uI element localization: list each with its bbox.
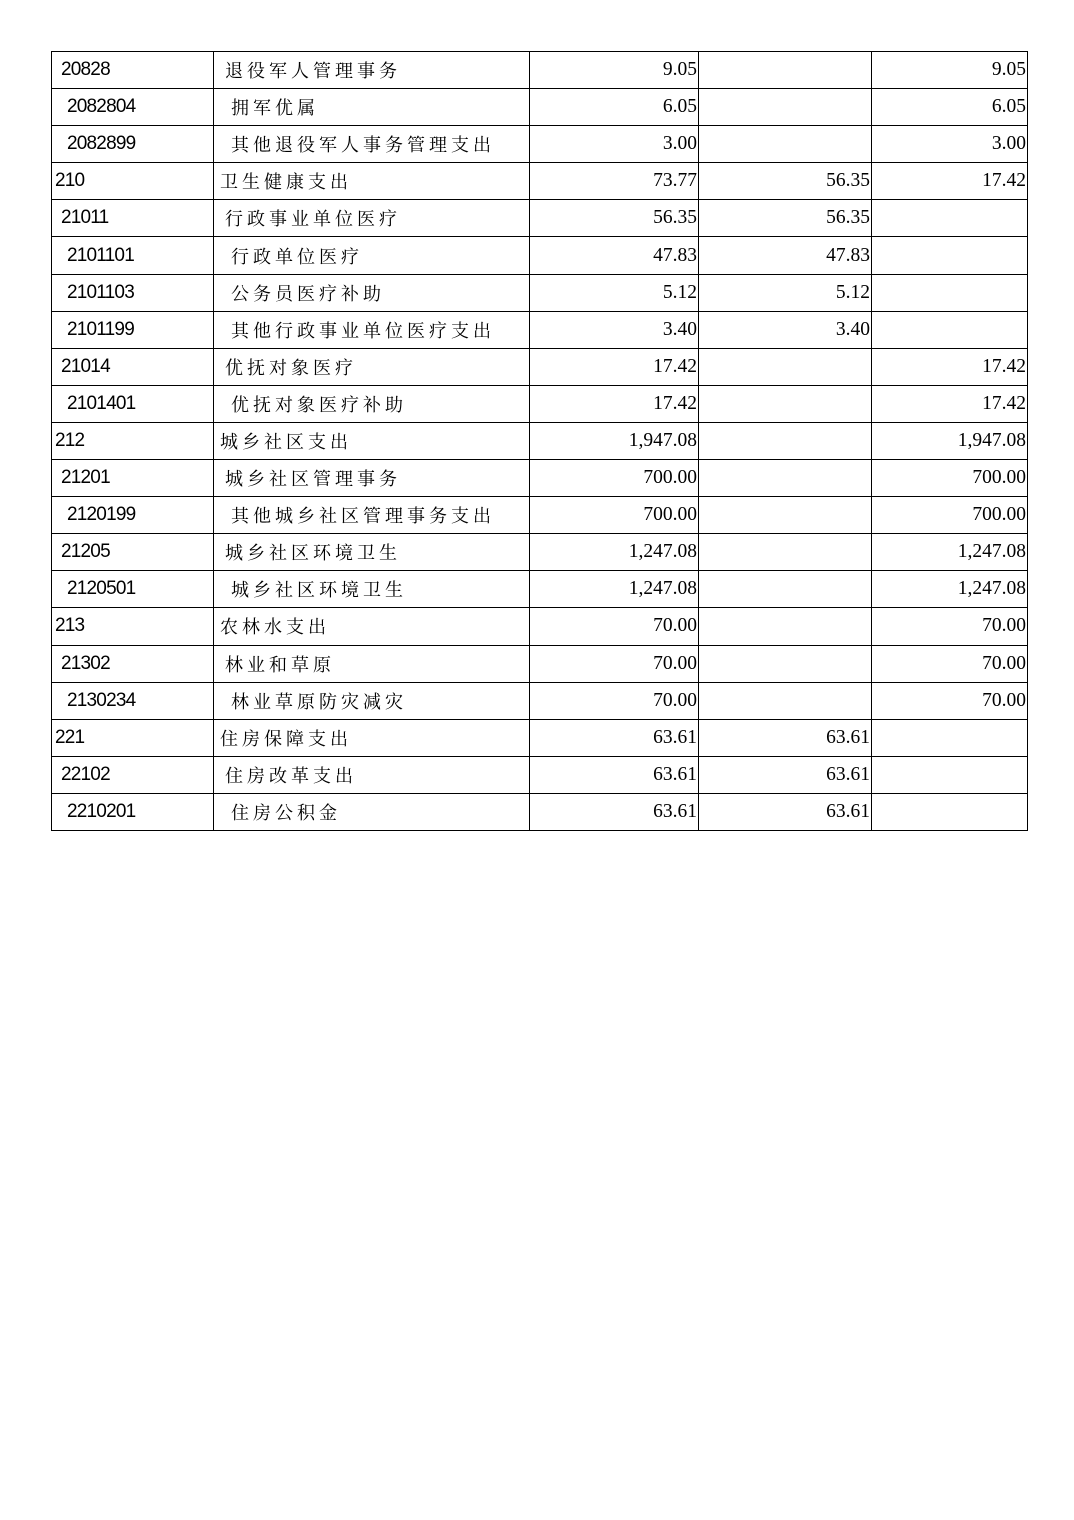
project-expenditure-cell: 3.00: [872, 126, 1028, 163]
basic-expenditure-cell: [699, 385, 872, 422]
project-expenditure-cell: 17.42: [872, 385, 1028, 422]
basic-expenditure-cell: [699, 348, 872, 385]
subject-name-cell: 城乡社区环境卫生: [214, 571, 530, 608]
total-amount-cell: 63.61: [530, 719, 699, 756]
project-expenditure-cell: [872, 756, 1028, 793]
subject-name-cell: 城乡社区支出: [214, 422, 530, 459]
project-expenditure-cell: [872, 311, 1028, 348]
subject-code-cell: 21011: [52, 200, 214, 237]
project-expenditure-cell: 70.00: [872, 645, 1028, 682]
total-amount-cell: 47.83: [530, 237, 699, 274]
total-amount-cell: 9.05: [530, 52, 699, 89]
subject-code-cell: 21302: [52, 645, 214, 682]
table-row: [52, 311, 1028, 348]
project-expenditure-cell: 700.00: [872, 497, 1028, 534]
basic-expenditure-cell: 63.61: [699, 719, 872, 756]
total-amount-cell: 1,247.08: [530, 534, 699, 571]
subject-name-cell: 行政单位医疗: [214, 237, 530, 274]
table-row: [52, 497, 1028, 534]
subject-code-cell: 21014: [52, 348, 214, 385]
project-expenditure-cell: [872, 237, 1028, 274]
subject-name-cell: 城乡社区管理事务: [214, 460, 530, 497]
subject-code-cell: 2120501: [52, 571, 214, 608]
project-expenditure-cell: 1,247.08: [872, 534, 1028, 571]
project-expenditure-cell: 700.00: [872, 460, 1028, 497]
subject-code-cell: 212: [52, 422, 214, 459]
subject-code-cell: 21201: [52, 460, 214, 497]
basic-expenditure-cell: 5.12: [699, 274, 872, 311]
subject-code-cell: 2101199: [52, 311, 214, 348]
total-amount-cell: 56.35: [530, 200, 699, 237]
basic-expenditure-cell: 3.40: [699, 311, 872, 348]
subject-code-cell: 213: [52, 608, 214, 645]
table-row: [52, 422, 1028, 459]
table-row: [52, 571, 1028, 608]
basic-expenditure-cell: [699, 89, 872, 126]
project-expenditure-cell: 17.42: [872, 348, 1028, 385]
total-amount-cell: 1,947.08: [530, 422, 699, 459]
budget-table-body: [52, 52, 1028, 831]
total-amount-cell: 700.00: [530, 497, 699, 534]
total-amount-cell: 17.42: [530, 348, 699, 385]
budget-table: [51, 51, 1028, 831]
table-row: [52, 534, 1028, 571]
table-row: [52, 608, 1028, 645]
project-expenditure-cell: [872, 793, 1028, 830]
subject-name-cell: 城乡社区环境卫生: [214, 534, 530, 571]
subject-name-cell: 公务员医疗补助: [214, 274, 530, 311]
basic-expenditure-cell: 47.83: [699, 237, 872, 274]
total-amount-cell: 6.05: [530, 89, 699, 126]
subject-code-cell: 2101401: [52, 385, 214, 422]
basic-expenditure-cell: [699, 534, 872, 571]
table-row: [52, 719, 1028, 756]
subject-name-cell: 林业和草原: [214, 645, 530, 682]
project-expenditure-cell: [872, 200, 1028, 237]
basic-expenditure-cell: [699, 497, 872, 534]
basic-expenditure-cell: 63.61: [699, 793, 872, 830]
basic-expenditure-cell: [699, 126, 872, 163]
table-row: [52, 756, 1028, 793]
subject-code-cell: 22102: [52, 756, 214, 793]
subject-name-cell: 卫生健康支出: [214, 163, 530, 200]
project-expenditure-cell: 70.00: [872, 608, 1028, 645]
project-expenditure-cell: [872, 274, 1028, 311]
subject-name-cell: 其他城乡社区管理事务支出: [214, 497, 530, 534]
total-amount-cell: 63.61: [530, 756, 699, 793]
subject-name-cell: 优抚对象医疗补助: [214, 385, 530, 422]
subject-code-cell: 20828: [52, 52, 214, 89]
subject-code-cell: 2082804: [52, 89, 214, 126]
total-amount-cell: 70.00: [530, 645, 699, 682]
table-row: [52, 237, 1028, 274]
basic-expenditure-cell: [699, 422, 872, 459]
total-amount-cell: 1,247.08: [530, 571, 699, 608]
total-amount-cell: 73.77: [530, 163, 699, 200]
basic-expenditure-cell: [699, 608, 872, 645]
subject-code-cell: 2101101: [52, 237, 214, 274]
subject-name-cell: 其他退役军人事务管理支出: [214, 126, 530, 163]
table-row: [52, 348, 1028, 385]
total-amount-cell: 70.00: [530, 682, 699, 719]
project-expenditure-cell: 1,247.08: [872, 571, 1028, 608]
project-expenditure-cell: 6.05: [872, 89, 1028, 126]
table-row: [52, 163, 1028, 200]
subject-name-cell: 优抚对象医疗: [214, 348, 530, 385]
table-row: [52, 645, 1028, 682]
basic-expenditure-cell: [699, 645, 872, 682]
basic-expenditure-cell: [699, 460, 872, 497]
project-expenditure-cell: [872, 719, 1028, 756]
basic-expenditure-cell: 56.35: [699, 163, 872, 200]
table-row: [52, 460, 1028, 497]
subject-name-cell: 住房保障支出: [214, 719, 530, 756]
project-expenditure-cell: 17.42: [872, 163, 1028, 200]
total-amount-cell: 63.61: [530, 793, 699, 830]
subject-name-cell: 林业草原防灾减灾: [214, 682, 530, 719]
subject-name-cell: 退役军人管理事务: [214, 52, 530, 89]
subject-code-cell: 210: [52, 163, 214, 200]
total-amount-cell: 3.40: [530, 311, 699, 348]
table-row: [52, 682, 1028, 719]
project-expenditure-cell: 9.05: [872, 52, 1028, 89]
total-amount-cell: 17.42: [530, 385, 699, 422]
project-expenditure-cell: 1,947.08: [872, 422, 1028, 459]
total-amount-cell: 5.12: [530, 274, 699, 311]
subject-code-cell: 2210201: [52, 793, 214, 830]
subject-code-cell: 221: [52, 719, 214, 756]
subject-code-cell: 2082899: [52, 126, 214, 163]
project-expenditure-cell: 70.00: [872, 682, 1028, 719]
total-amount-cell: 70.00: [530, 608, 699, 645]
total-amount-cell: 3.00: [530, 126, 699, 163]
basic-expenditure-cell: [699, 682, 872, 719]
table-row: [52, 793, 1028, 830]
subject-name-cell: 住房公积金: [214, 793, 530, 830]
subject-code-cell: 2101103: [52, 274, 214, 311]
subject-code-cell: 21205: [52, 534, 214, 571]
basic-expenditure-cell: [699, 52, 872, 89]
table-row: [52, 126, 1028, 163]
basic-expenditure-cell: [699, 571, 872, 608]
table-row: [52, 385, 1028, 422]
table-row: [52, 52, 1028, 89]
subject-name-cell: 住房改革支出: [214, 756, 530, 793]
basic-expenditure-cell: 56.35: [699, 200, 872, 237]
table-row: [52, 89, 1028, 126]
table-row: [52, 274, 1028, 311]
subject-name-cell: 农林水支出: [214, 608, 530, 645]
total-amount-cell: 700.00: [530, 460, 699, 497]
subject-name-cell: 行政事业单位医疗: [214, 200, 530, 237]
basic-expenditure-cell: 63.61: [699, 756, 872, 793]
subject-code-cell: 2120199: [52, 497, 214, 534]
subject-name-cell: 其他行政事业单位医疗支出: [214, 311, 530, 348]
table-row: [52, 200, 1028, 237]
subject-code-cell: 2130234: [52, 682, 214, 719]
subject-name-cell: 拥军优属: [214, 89, 530, 126]
